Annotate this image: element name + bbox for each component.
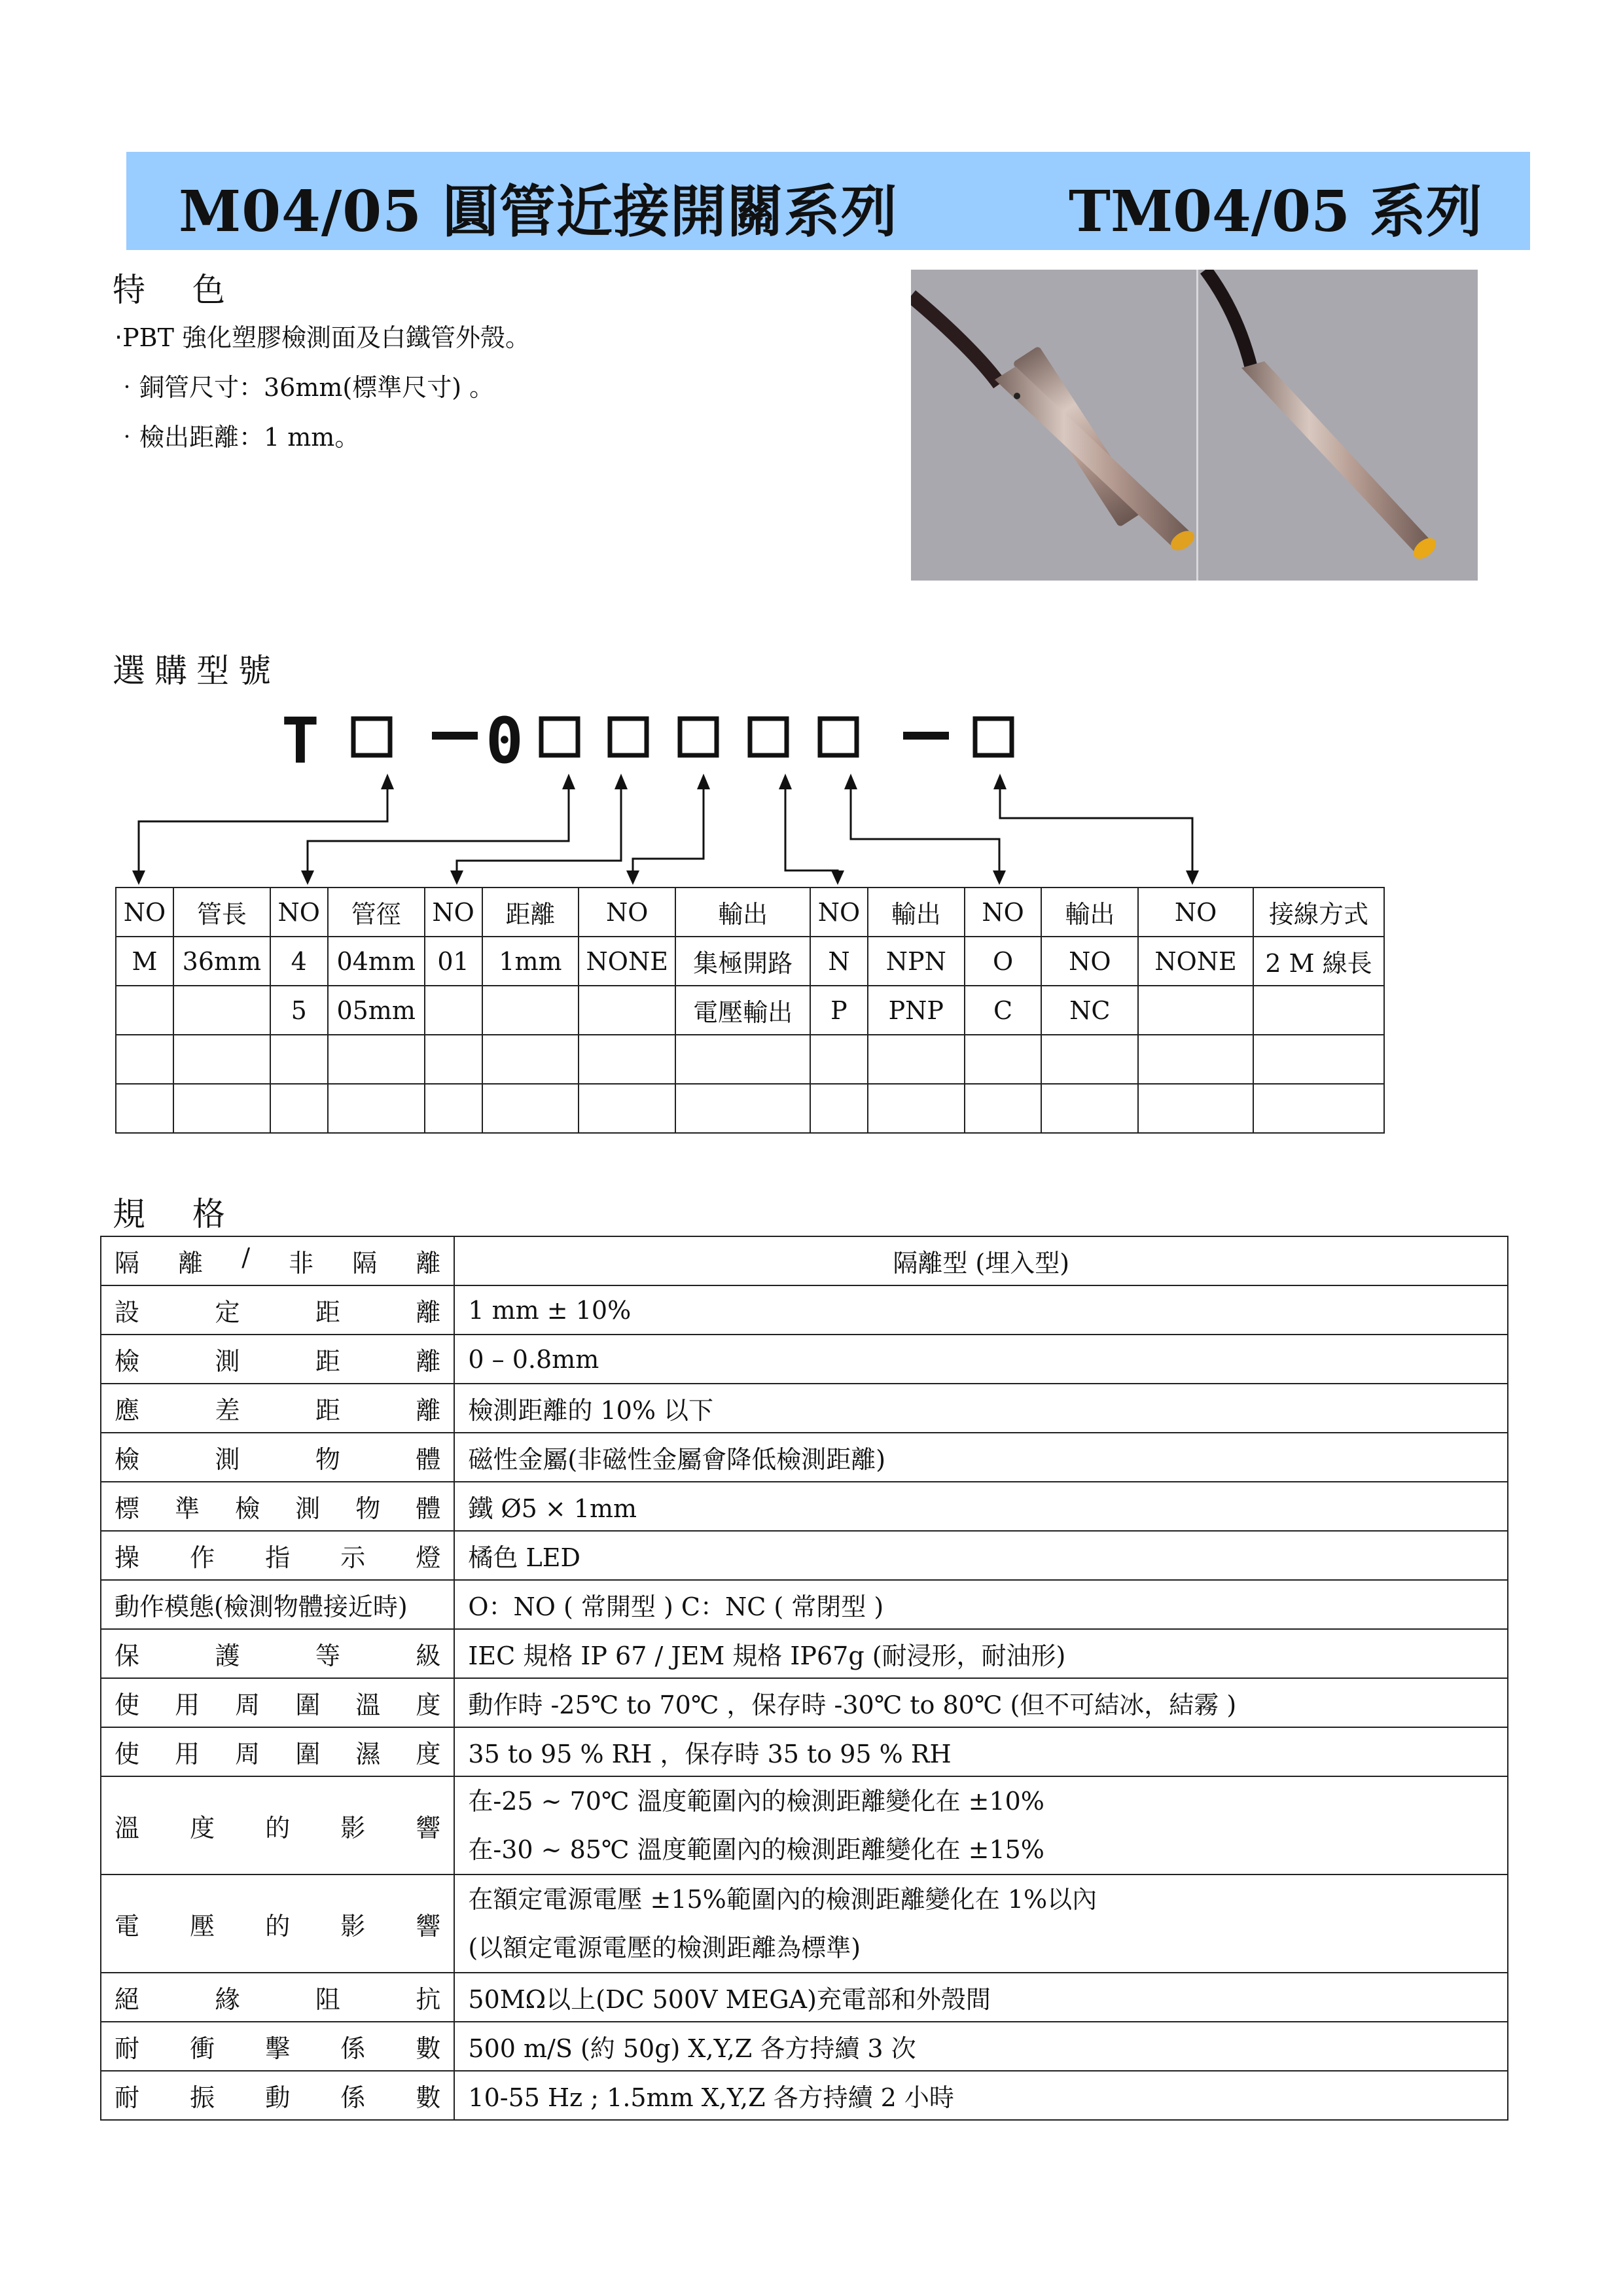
spec-label-text	[115, 1488, 440, 1524]
model-table-cell: 距離	[482, 888, 579, 937]
spec-label-text	[115, 1390, 440, 1426]
model-table-cell: NO	[579, 888, 675, 937]
spec-row	[101, 1482, 1508, 1531]
spec-label	[101, 2071, 454, 2120]
spec-label	[101, 1384, 454, 1433]
spec-label-part: 係	[340, 2083, 366, 2112]
code-box-length	[353, 719, 390, 755]
model-table-cell: NONE	[1138, 937, 1253, 986]
model-table-cell	[116, 986, 173, 1035]
spec-label-part: 距	[315, 1298, 340, 1327]
spec-label-part: 度	[416, 1691, 441, 1719]
spec-label-text	[115, 1587, 440, 1623]
spec-label-part: 離	[416, 1249, 441, 1278]
spec-value-line: 10-55 Hz ; 1.5mm X,Y,Z 各方持續 2 小時	[468, 2083, 954, 2112]
spec-value-line: 在-25 ~ 70℃ 溫度範圍內的檢測距離變化在 ±10%	[468, 1787, 1044, 1816]
model-table-cell	[1253, 1084, 1384, 1133]
spec-label	[101, 1335, 454, 1384]
model-table-row	[116, 1035, 1384, 1084]
spec-label-part: 作	[190, 1543, 215, 1572]
spec-value	[454, 1874, 1508, 1973]
spec-label-part: 的	[265, 1911, 291, 1941]
spec-label-part: 檢	[115, 1347, 140, 1376]
model-table-cell: 輸出	[868, 888, 965, 937]
spec-label-part: 影	[340, 1911, 366, 1941]
spec-value	[454, 1629, 1508, 1678]
model-table-cell	[1138, 1035, 1253, 1084]
model-table-row	[116, 1084, 1384, 1133]
model-table-cell	[579, 1084, 675, 1133]
code-box-wiring	[975, 719, 1012, 755]
model-table-cell: 2 M 線長	[1253, 937, 1384, 986]
spec-label	[101, 1973, 454, 2022]
model-table-cell	[173, 1035, 270, 1084]
model-table-cell	[173, 1084, 270, 1133]
model-table-cell	[1138, 986, 1253, 1035]
model-table-cell: NO	[965, 888, 1042, 937]
code-box-output-2	[750, 719, 787, 755]
spec-label-part: /	[241, 1243, 251, 1272]
spec-value-line: 0 – 0.8mm	[468, 1344, 599, 1374]
spec-label-part: 數	[416, 2083, 441, 2112]
spec-label	[101, 1727, 454, 1776]
spec-value-line: 鐵 Ø5 × 1mm	[468, 1494, 637, 1523]
spec-label-part: 動作模態(檢測物體接近時)	[115, 1592, 408, 1621]
spec-label-part: 使	[115, 1740, 140, 1768]
spec-label-text	[115, 1734, 440, 1770]
feature-item-3: ‧檢出距離：1 mm。	[115, 423, 360, 452]
spec-label-part: 準	[175, 1494, 200, 1523]
model-table-cell	[270, 1035, 328, 1084]
model-table-cell	[328, 1084, 425, 1133]
spec-label-part: 操	[115, 1543, 140, 1572]
model-table-cell: 輸出	[675, 888, 810, 937]
code-dash-1	[432, 732, 478, 740]
model-table-cell: 接線方式	[1253, 888, 1384, 937]
model-table-cell: P	[810, 986, 868, 1035]
spec-label-text	[115, 1636, 440, 1672]
model-table-cell	[425, 986, 482, 1035]
spec-value-line: 在-30 ~ 85℃ 溫度範圍內的檢測距離變化在 ±15%	[468, 1835, 1044, 1864]
spec-label-part: 保	[115, 1641, 140, 1670]
model-table-cell: O	[965, 937, 1042, 986]
spec-value-line: 在額定電源電壓 ±15%範圍內的檢測距離變化在 1%以內	[468, 1885, 1097, 1914]
model-table-cell: 管長	[173, 888, 270, 937]
spec-label-part: 耐	[115, 2083, 140, 2112]
model-table-cell	[579, 986, 675, 1035]
model-table-cell: PNP	[868, 986, 965, 1035]
specs-heading: 規 格	[113, 1195, 243, 1233]
model-table-cell	[173, 986, 270, 1035]
model-table-cell	[116, 1035, 173, 1084]
spec-row	[101, 1285, 1508, 1335]
model-table-cell: 05mm	[328, 986, 425, 1035]
spec-label-part: 濕	[355, 1740, 381, 1768]
spec-label-part: 隔	[352, 1249, 378, 1278]
spec-label-part: 係	[340, 2034, 366, 2063]
spec-label-text	[115, 1341, 440, 1377]
model-table-cell: 36mm	[173, 937, 270, 986]
spec-label-part: 擊	[265, 2034, 291, 2063]
model-table-cell	[965, 1084, 1042, 1133]
spec-label-part: 離	[416, 1347, 441, 1376]
spec-value-line: (以額定電源電壓的檢測距離為標準)	[468, 1933, 861, 1962]
spec-label-part: 溫	[115, 1813, 140, 1842]
spec-label-part: 緣	[215, 1985, 240, 2014]
spec-label-part: 標	[115, 1494, 140, 1523]
spec-label-part: 等	[315, 1641, 340, 1670]
spec-label-part: 設	[115, 1298, 140, 1327]
model-table-cell: 04mm	[328, 937, 425, 986]
spec-label-part: 距	[315, 1347, 340, 1376]
model-table-cell	[868, 1035, 965, 1084]
model-table-cell	[1041, 1084, 1138, 1133]
spec-label-part: 測	[215, 1445, 240, 1474]
spec-label-part: 溫	[355, 1691, 381, 1719]
spec-label-part: 振	[190, 2083, 215, 2112]
spec-value	[454, 1285, 1508, 1335]
spec-value	[454, 1335, 1508, 1384]
spec-label-part: 離	[416, 1396, 441, 1425]
spec-label-part: 壓	[190, 1911, 215, 1941]
spec-value	[454, 1531, 1508, 1580]
spec-value	[454, 1384, 1508, 1433]
spec-label	[101, 1580, 454, 1629]
spec-label-text	[115, 1808, 440, 1844]
model-table-cell: NC	[1041, 986, 1138, 1035]
model-table-cell: NO	[270, 888, 328, 937]
spec-row	[101, 1384, 1508, 1433]
model-table-cell	[425, 1084, 482, 1133]
spec-row	[101, 1433, 1508, 1482]
spec-value-line: 磁性金屬(非磁性金屬會降低檢測距離)	[468, 1445, 886, 1474]
spec-row	[101, 1973, 1508, 2022]
spec-label	[101, 1236, 454, 1285]
spec-label-part: 用	[175, 1740, 200, 1768]
spec-label	[101, 2022, 454, 2071]
spec-value-line: O：NO ( 常開型 ) C：NC ( 常閉型 )	[468, 1592, 884, 1621]
model-table-cell	[675, 1035, 810, 1084]
spec-value-line: 1 mm ± 10%	[468, 1295, 632, 1325]
spec-value	[454, 2022, 1508, 2071]
spec-row	[101, 1727, 1508, 1776]
spec-label-part: 測	[215, 1347, 240, 1376]
model-table-cell: NONE	[579, 937, 675, 986]
spec-table	[100, 1236, 1508, 2121]
model-table-cell: N	[810, 937, 868, 986]
model-table-cell	[810, 1084, 868, 1133]
model-table-cell	[1253, 1035, 1384, 1084]
spec-label-part: 抗	[416, 1985, 441, 2014]
spec-label-text	[115, 2077, 440, 2113]
spec-label-part: 燈	[416, 1543, 441, 1572]
model-table-cell: 01	[425, 937, 482, 986]
spec-label-part: 非	[289, 1249, 314, 1278]
spec-value	[454, 2071, 1508, 2120]
spec-label-part: 電	[115, 1911, 140, 1941]
model-table-cell: C	[965, 986, 1042, 1035]
spec-value	[454, 1678, 1508, 1727]
spec-label	[101, 1629, 454, 1678]
spec-label-text	[115, 1537, 440, 1573]
spec-label	[101, 1482, 454, 1531]
spec-label-part: 周	[235, 1691, 260, 1719]
spec-label-part: 阻	[315, 1985, 340, 2014]
spec-label	[101, 1433, 454, 1482]
model-table-cell	[675, 1084, 810, 1133]
spec-value-line: IEC 規格 IP 67 / JEM 規格 IP67g (耐浸形，耐油形)	[468, 1641, 1066, 1670]
model-table-cell	[1041, 1035, 1138, 1084]
spec-label	[101, 1874, 454, 1973]
spec-label-part: 的	[265, 1813, 291, 1842]
spec-value-line: 檢測距離的 10% 以下	[468, 1396, 714, 1425]
model-table-cell	[1138, 1084, 1253, 1133]
spec-value-line: 500 m/S (約 50g) X,Y,Z 各方持續 3 次	[468, 2034, 916, 2063]
feature-item-2: ‧銅管尺寸：36mm(標準尺寸) 。	[115, 373, 495, 402]
spec-label	[101, 1285, 454, 1335]
model-table-cell	[482, 1035, 579, 1084]
spec-label	[101, 1678, 454, 1727]
spec-row	[101, 1335, 1508, 1384]
model-table-cell: NO	[425, 888, 482, 937]
model-table-cell	[270, 1084, 328, 1133]
code-box-distance	[541, 719, 578, 755]
spec-label-part: 周	[235, 1740, 260, 1768]
model-table-cell	[482, 1084, 579, 1133]
code-zero: 0	[486, 704, 524, 778]
model-table-cell: NO	[1041, 937, 1138, 986]
spec-label-text	[115, 2028, 440, 2064]
spec-label-part: 響	[416, 1813, 441, 1842]
spec-row	[101, 1874, 1508, 1973]
model-table-cell: NO	[810, 888, 868, 937]
feature-item-1: ‧PBT 強化塑膠檢測面及白鐵管外殼。	[115, 323, 530, 352]
spec-label-part: 應	[115, 1396, 140, 1425]
model-table-cell	[579, 1035, 675, 1084]
spec-label-part: 圍	[295, 1691, 321, 1719]
spec-label-part: 衝	[190, 2034, 215, 2063]
spec-label-part: 耐	[115, 2034, 140, 2063]
model-table-cell	[868, 1084, 965, 1133]
code-dash-2	[903, 732, 949, 740]
model-table-cell: 5	[270, 986, 328, 1035]
code-box-output-1	[680, 719, 717, 755]
model-table-cell	[482, 986, 579, 1035]
spec-value-line: 35 to 95 % RH ，保存時 35 to 95 % RH	[468, 1740, 952, 1768]
spec-label	[101, 1531, 454, 1580]
model-table-cell	[965, 1035, 1042, 1084]
spec-value-line: 隔離型 (埋入型)	[893, 1249, 1070, 1278]
spec-label-part: 體	[416, 1494, 441, 1523]
spec-label-part: 數	[416, 2034, 441, 2063]
spec-row	[101, 1776, 1508, 1874]
spec-label-part: 隔	[115, 1249, 140, 1278]
model-table-cell: NO	[116, 888, 173, 937]
model-table-cell: 管徑	[328, 888, 425, 937]
spec-label-part: 定	[215, 1298, 240, 1327]
series-title: TM04/05 系列	[1069, 179, 1482, 245]
spec-label-part: 測	[295, 1494, 321, 1523]
spec-label-text	[115, 1979, 440, 2015]
model-table-cell	[810, 1035, 868, 1084]
model-select-heading: 選購型號	[113, 652, 280, 690]
spec-label-part: 檢	[235, 1494, 260, 1523]
code-box-output-3	[820, 719, 857, 755]
spec-value-line: 50MΩ以上(DC 500V MEGA)充電部和外殼間	[468, 1985, 991, 2014]
spec-label-part: 指	[265, 1543, 291, 1572]
spec-label-part: 圍	[295, 1740, 321, 1768]
spec-value	[454, 1433, 1508, 1482]
spec-label-part: 影	[340, 1813, 366, 1842]
model-table-cell	[328, 1035, 425, 1084]
code-prefix: T	[281, 704, 319, 778]
spec-label	[101, 1776, 454, 1874]
spec-label-part: 物	[355, 1494, 381, 1523]
spec-label-part: 度	[190, 1813, 215, 1842]
spec-label-text	[115, 1243, 440, 1279]
spec-label-part: 度	[416, 1740, 441, 1768]
model-table-cell	[116, 1084, 173, 1133]
model-table-cell: 電壓輸出	[675, 986, 810, 1035]
spec-label-part: 距	[315, 1396, 340, 1425]
spec-label-part: 物	[315, 1445, 340, 1474]
model-table-cell: 集極開路	[675, 937, 810, 986]
model-table-cell	[1253, 986, 1384, 1035]
spec-value	[454, 1776, 1508, 1874]
features-heading: 特 色	[113, 271, 243, 309]
spec-label-part: 響	[416, 1911, 441, 1941]
model-table-cell	[425, 1035, 482, 1084]
model-table-cell: M	[116, 937, 173, 986]
spec-row	[101, 1678, 1508, 1727]
model-table-cell: 1mm	[482, 937, 579, 986]
spec-row	[101, 1580, 1508, 1629]
spec-label-part: 使	[115, 1691, 140, 1719]
spec-row	[101, 1629, 1508, 1678]
model-table-cell: 輸出	[1041, 888, 1138, 937]
model-table-row	[116, 986, 1384, 1035]
model-code-diagram	[0, 0, 1623, 903]
spec-value-line: 動作時 -25℃ to 70℃ ，保存時 -30℃ to 80℃ (但不可結冰，結霧 )	[468, 1691, 1237, 1719]
page-title: M04/05 圓管近接開關系列	[179, 179, 898, 245]
spec-value-line: 橘色 LED	[468, 1543, 580, 1572]
spec-value	[454, 1973, 1508, 2022]
spec-value	[454, 1236, 1508, 1285]
spec-value	[454, 1580, 1508, 1629]
spec-label-part: 離	[178, 1249, 204, 1278]
spec-label-part: 級	[416, 1641, 441, 1670]
model-select-table	[115, 887, 1385, 1134]
spec-label-part: 離	[416, 1298, 441, 1327]
model-table-cell: NO	[1138, 888, 1253, 937]
spec-label-part: 差	[215, 1396, 240, 1425]
model-table-cell: NPN	[868, 937, 965, 986]
spec-label-text	[115, 1685, 440, 1721]
spec-row	[101, 1236, 1508, 1285]
spec-label-text	[115, 1439, 440, 1475]
spec-value	[454, 1727, 1508, 1776]
spec-label-part: 用	[175, 1691, 200, 1719]
spec-label-part: 絕	[115, 1985, 140, 2014]
spec-label-part: 護	[215, 1641, 240, 1670]
code-box-diameter	[610, 719, 647, 755]
model-table-row	[116, 937, 1384, 986]
spec-label-part: 檢	[115, 1445, 140, 1474]
spec-row	[101, 2022, 1508, 2071]
spec-row	[101, 1531, 1508, 1580]
spec-label-part: 示	[340, 1543, 366, 1572]
spec-label-part: 動	[265, 2083, 291, 2112]
spec-row	[101, 2071, 1508, 2120]
spec-value	[454, 1482, 1508, 1531]
spec-label-part: 體	[416, 1445, 441, 1474]
spec-label-text	[115, 1906, 440, 1942]
spec-label-text	[115, 1292, 440, 1328]
model-table-row	[116, 888, 1384, 937]
model-table-cell: 4	[270, 937, 328, 986]
